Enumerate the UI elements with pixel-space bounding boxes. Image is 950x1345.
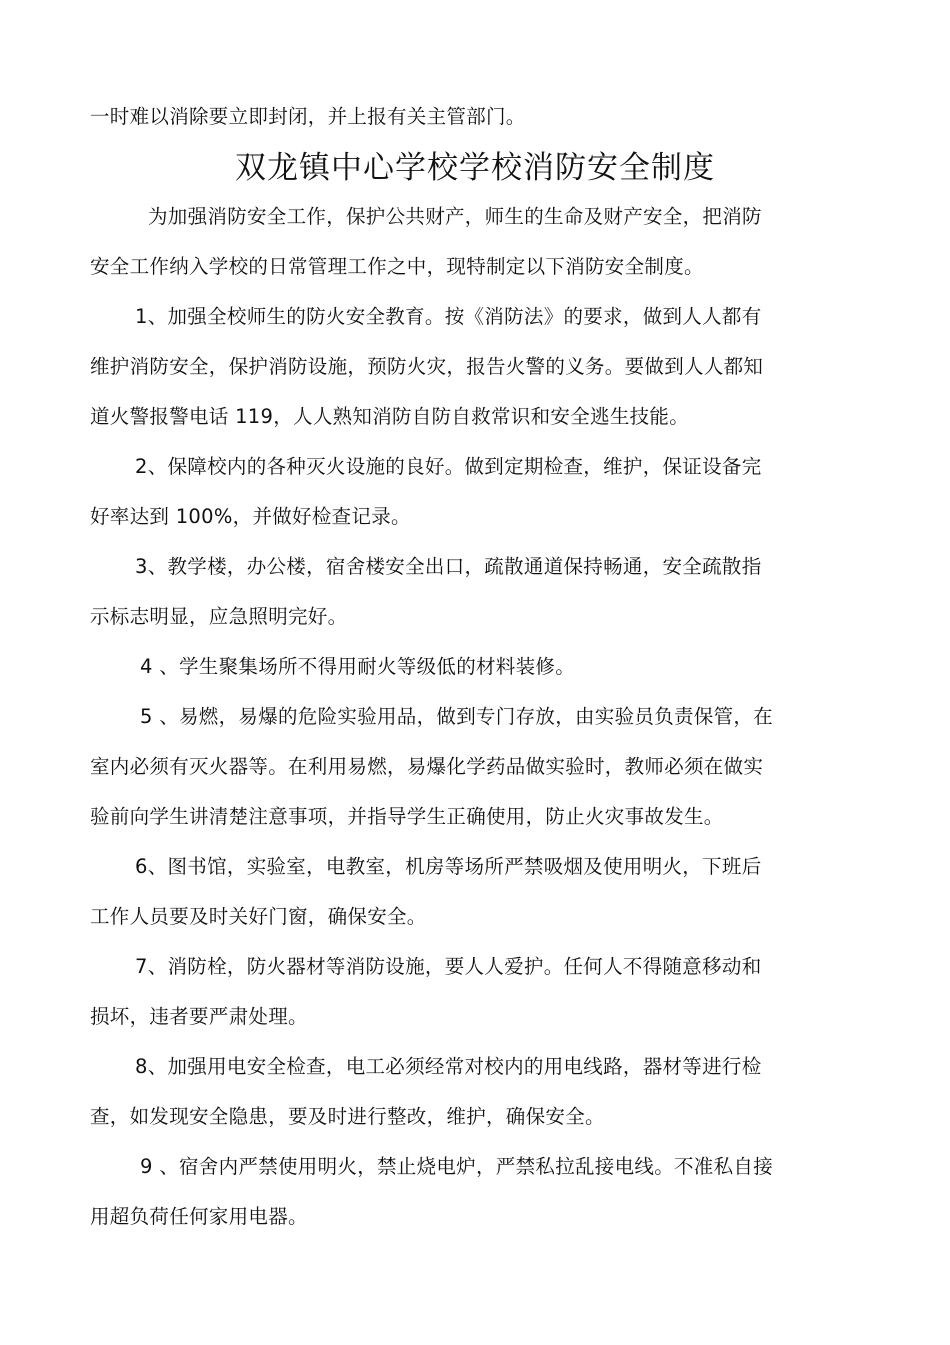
paragraph-line: 4 、学生聚集场所不得用耐火等级低的材料装修。 bbox=[140, 655, 576, 678]
paragraph-line: 道火警报警电话 119，人人熟知消防自防自救常识和安全逃生技能。 bbox=[90, 405, 690, 428]
paragraph-line: 为加强消防安全工作，保护公共财产，师生的生命及财产安全，把消防 bbox=[148, 205, 762, 228]
paragraph-line: 9 、宿舍内严禁使用明火，禁止烧电炉，严禁私拉乱接电线。不准私自接 bbox=[140, 1155, 774, 1178]
document-title: 双龙镇中心学校学校消防安全制度 bbox=[235, 150, 715, 186]
paragraph-line: 1、加强全校师生的防火安全教育。按《消防法》的要求，做到人人都有 bbox=[135, 305, 762, 328]
paragraph-line: 验前向学生讲清楚注意事项，并指导学生正确使用，防止火灾事故发生。 bbox=[90, 805, 724, 828]
carryover-line: 一时难以消除要立即封闭，并上报有关主管部门。 bbox=[90, 105, 526, 128]
paragraph-line: 5 、易燃，易爆的危险实验用品，做到专门存放，由实验员负责保管，在 bbox=[140, 705, 774, 728]
paragraph-line: 安全工作纳入学校的日常管理工作之中，现特制定以下消防安全制度。 bbox=[90, 255, 704, 278]
paragraph-line: 工作人员要及时关好门窗，确保安全。 bbox=[90, 905, 427, 928]
paragraph-line: 维护消防安全，保护消防设施，预防火灾，报告火警的义务。要做到人人都知 bbox=[90, 355, 764, 378]
paragraph-line: 2、保障校内的各种灭火设施的良好。做到定期检查，维护，保证设备完 bbox=[135, 455, 762, 478]
paragraph-line: 好率达到 100%，并做好检查记录。 bbox=[90, 505, 411, 528]
paragraph-line: 损坏，违者要严肃处理。 bbox=[90, 1005, 308, 1028]
paragraph-line: 查，如发现安全隐患，要及时进行整改，维护，确保安全。 bbox=[90, 1105, 605, 1128]
paragraph-line: 用超负荷任何家用电器。 bbox=[90, 1205, 308, 1228]
paragraph-line: 7、消防栓，防火器材等消防设施，要人人爱护。任何人不得随意移动和 bbox=[135, 955, 762, 978]
paragraph-line: 6、图书馆，实验室，电教室，机房等场所严禁吸烟及使用明火，下班后 bbox=[135, 855, 762, 878]
paragraph-line: 室内必须有灭火器等。在利用易燃，易爆化学药品做实验时，教师必须在做实 bbox=[90, 755, 764, 778]
paragraph-line: 8、加强用电安全检查，电工必须经常对校内的用电线路，器材等进行检 bbox=[135, 1055, 762, 1078]
paragraph-line: 3、教学楼，办公楼，宿舍楼安全出口，疏散通道保持畅通，安全疏散指 bbox=[135, 555, 762, 578]
paragraph-line: 示标志明显，应急照明完好。 bbox=[90, 605, 348, 628]
